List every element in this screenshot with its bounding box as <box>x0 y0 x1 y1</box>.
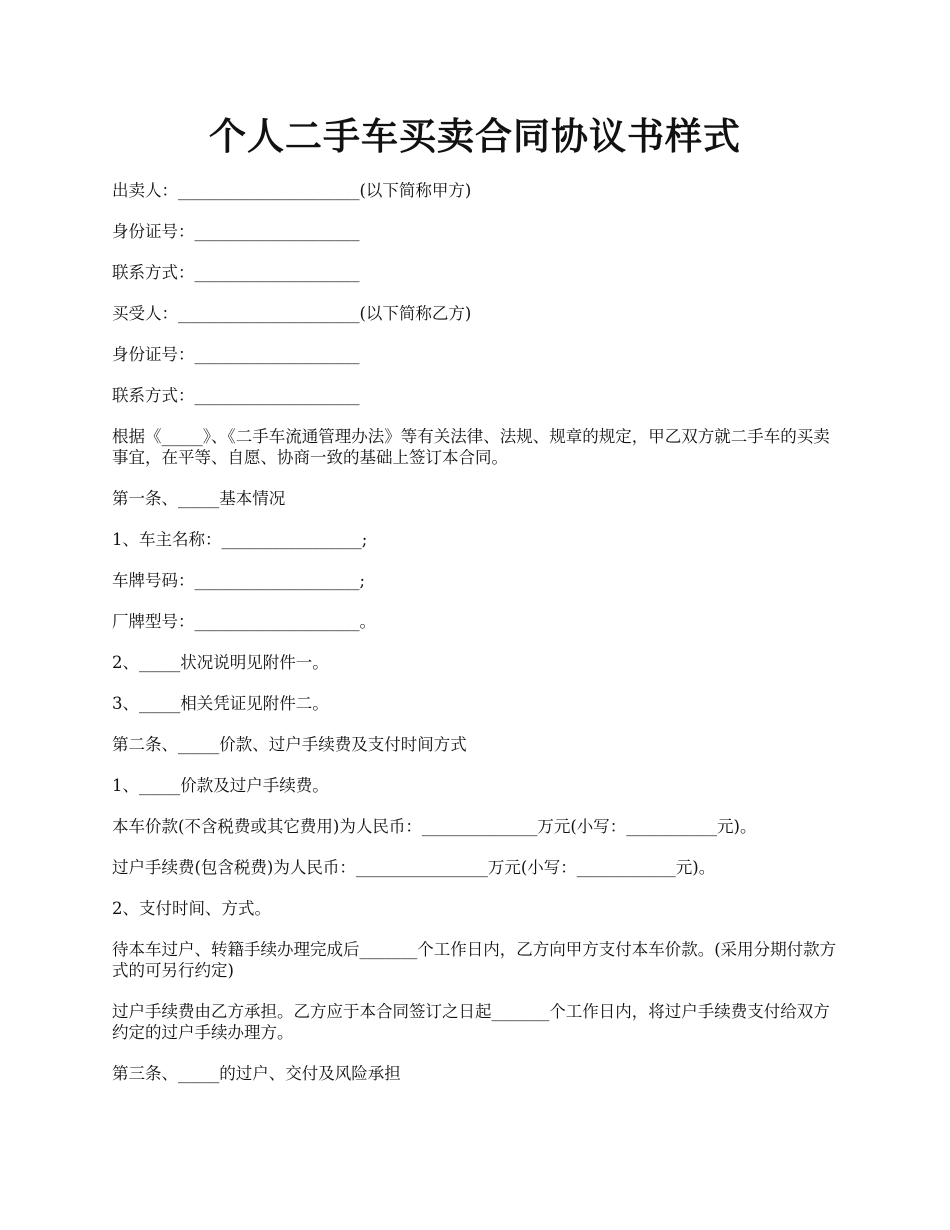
price-fee-heading: 1、_____价款及过户手续费。 <box>112 776 329 795</box>
transfer-fee-paragraph: 过户手续费由乙方承担。乙方应于本合同签订之日起_______个工作日内，将过户手续费支付给双方约定的过户手续办理方。 <box>112 1002 830 1042</box>
article-3-heading: 第三条、_____的过户、交付及风险承担 <box>112 1064 401 1083</box>
payment-term-paragraph: 待本车过户、转籍手续办理完成后_______个工作日内，乙方向甲方支付本车价款。(采用分期付款方式的可另行约定) <box>112 940 837 980</box>
payment-heading: 2、支付时间、方式。 <box>112 899 271 918</box>
article-2-heading: 第二条、_____价款、过户手续费及支付时间方式 <box>112 735 467 754</box>
buyer-id-line: 身份证号：____________________ <box>112 345 360 364</box>
plate-number-line: 车牌号码：____________________; <box>112 571 366 590</box>
documents-note-line: 3、_____相关凭证见附件二。 <box>112 694 329 713</box>
document-title: 个人二手车买卖合同协议书样式 <box>209 114 741 158</box>
brand-model-line: 厂牌型号：____________________。 <box>112 612 376 631</box>
seller-contact-line: 联系方式：____________________ <box>112 263 360 282</box>
article-1-heading: 第一条、_____基本情况 <box>112 489 286 508</box>
seller-line: 出卖人：______________________(以下简称甲方) <box>112 181 472 200</box>
preamble-paragraph: 根据《_____》、《二手车流通管理办法》等有关法律、法规、规章的规定，甲乙双方就二手车的买卖事宜，在平等、自愿、协商一致的基础上签订本合同。 <box>112 427 830 467</box>
buyer-line: 买受人：______________________(以下简称乙方) <box>112 304 472 323</box>
vehicle-price-line: 本车价款(不含税费或其它费用)为人民币：______________万元(小写：___________元)。 <box>112 817 757 836</box>
transfer-fee-line: 过户手续费(包含税费)为人民币：________________万元(小写：____________元)。 <box>112 858 716 877</box>
owner-name-line: 1、车主名称：_________________; <box>112 530 368 549</box>
condition-note-line: 2、_____状况说明见附件一。 <box>112 653 329 672</box>
buyer-contact-line: 联系方式：____________________ <box>112 386 360 405</box>
seller-id-line: 身份证号：____________________ <box>112 222 360 241</box>
